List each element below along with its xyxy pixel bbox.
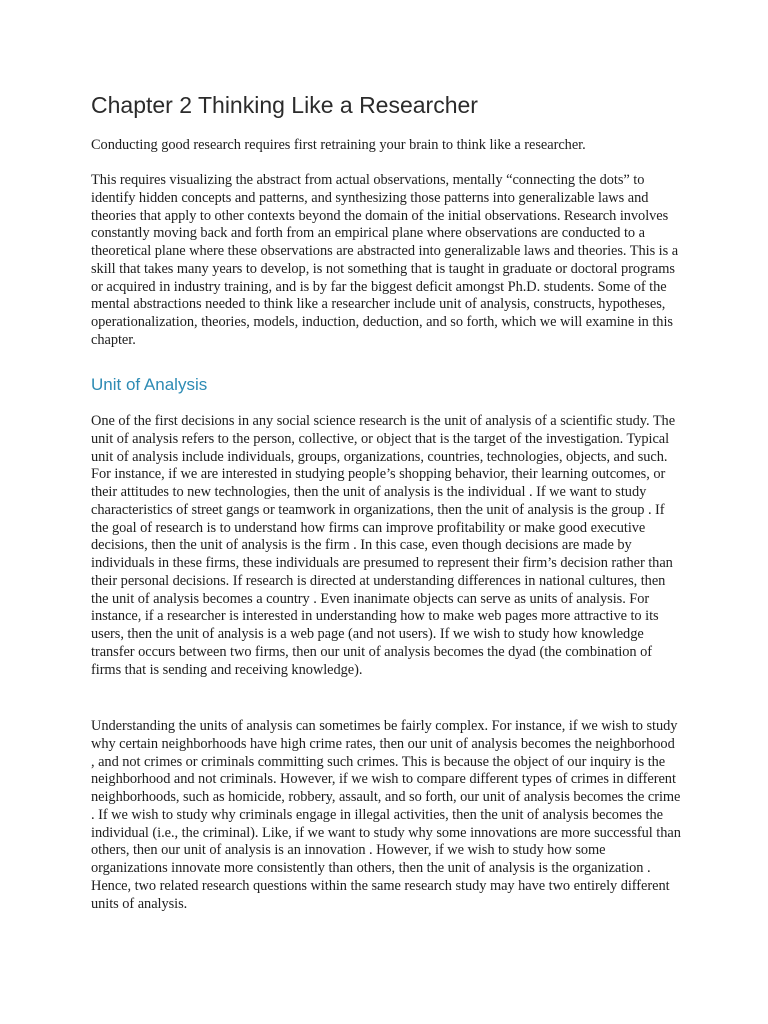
unit-of-analysis-paragraph-2: Understanding the units of analysis can sometimes be fairly complex. For instance, if we wish to study why certain neighborhoods have high crime rates, then our unit of analysis becomes the neighborhood , and not crimes or criminals committing such crimes. This is because the object of our inquiry is the neighborhood and not criminals. However, if we wish to compare different types of crimes in different neighborhoods, such as homicide, robbery, assault, and so forth, our unit of analysis becomes the crime . If we wish to study why criminals engage in illegal activities, then the unit of analysis becomes the individual (i.e., the criminal). Like, if we want to study why some innovations are more successful than others, then our unit of analysis is an innovation . However, if we wish to study how some organizations innovate more consistently than others, then the unit of analysis is the organization . Hence, two related research questions within the same research study may have two entirely different units of analysis. [91,718,681,912]
abstract-thinking-paragraph: This requires visualizing the abstract from actual observations, mentally “connecting the dots” to identify hidden concepts and patterns, and synthesizing those patterns into generalizable laws and theories that apply to other contexts beyond the domain of the initial observations. Research involves constantly moving back and forth from an empirical plane where observations are conducted to a theoretical plane where these observations are abstracted into generalizable laws and theories. This is a skill that takes many years to develop, is not something that is taught in graduate or doctoral programs or acquired in industry training, and is by far the biggest deficit amongst Ph.D. students. Some of the mental abstractions needed to think like a researcher include unit of analysis, constructs, hypotheses, operationalization, theories, models, induction, deduction, and so forth, which we will examine in this chapter. [91,172,679,348]
unit-of-analysis-paragraph-1: One of the first decisions in any social science research is the unit of analysis of a scientific study. The unit of analysis refers to the person, collective, or object that is the target of the investigation. Typical unit of analysis include individuals, groups, organizations, countries, technologies, objects, and such. For instance, if we are interested in studying people’s shopping behavior, their learning outcomes, or their attitudes to new technologies, then the unit of analysis is the individual . If we want to study characteristics of street gangs or teamwork in organizations, then the unit of analysis is the group . If the goal of research is to understand how firms can improve profitability or make good executive decisions, then the unit of analysis is the firm . In this case, even though decisions are made by individuals in these firms, these individuals are presumed to represent their firm’s decision rather than their personal decisions. If research is directed at understanding differences in national cultures, then the unit of analysis becomes a country . Even inanimate objects can serve as units of analysis. For instance, if a researcher is interested in understanding how to make web pages more attractive to its users, then the unit of analysis is a web page (and not users). If we wish to study how knowledge transfer occurs between two firms, then our unit of analysis becomes the dyad (the combination of firms that is sending and receiving knowledge). [91,413,676,678]
section-heading-unit-of-analysis: Unit of Analysis [91,375,208,394]
chapter-title: Chapter 2 Thinking Like a Researcher [91,92,478,118]
intro-paragraph: Conducting good research requires first retraining your brain to think like a researcher. [91,137,586,153]
